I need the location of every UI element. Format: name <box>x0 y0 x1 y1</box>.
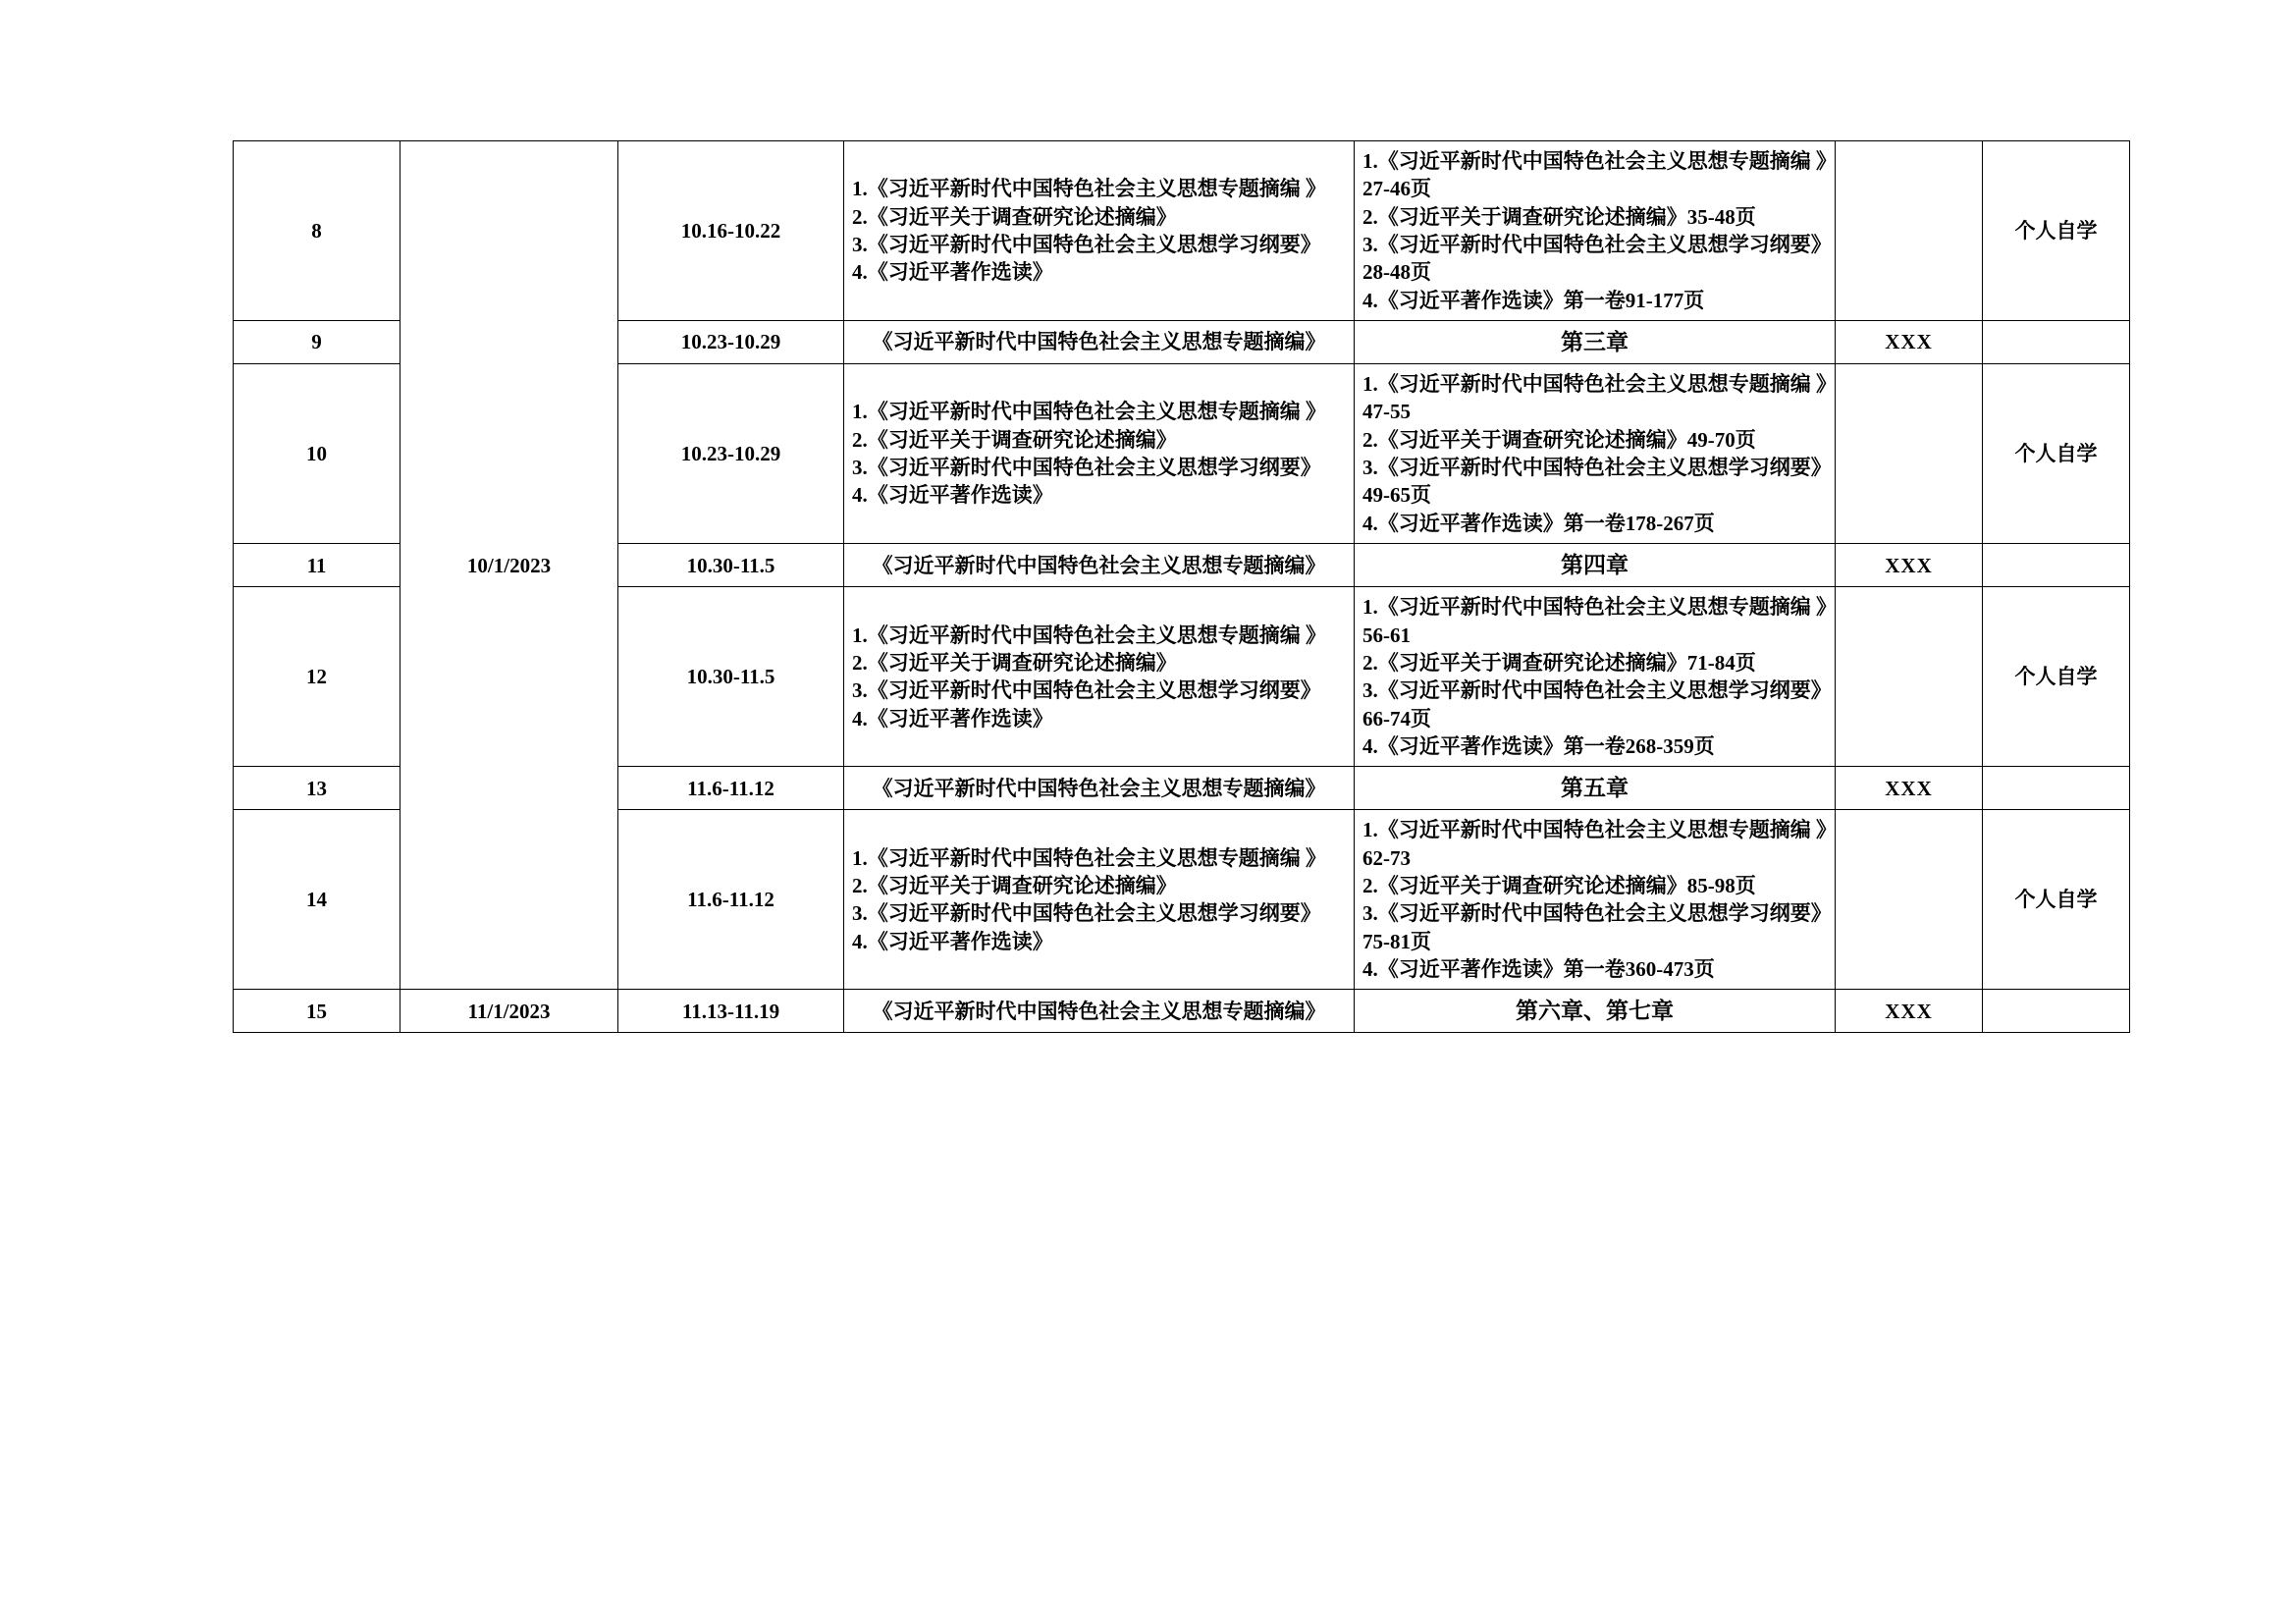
date-range-cell: 10.23-10.29 <box>618 364 844 544</box>
presenter-cell <box>1836 364 1983 544</box>
content-line: 4.《习近平著作选读》第一卷91-177页 <box>1362 288 1705 312</box>
topic-line: 3.《习近平新时代中国特色社会主义思想学习纲要》 <box>852 456 1321 480</box>
content-line: 2.《习近平关于调查研究论述摘编》35-48页 <box>1362 204 1756 229</box>
topic-line: 《习近平新时代中国特色社会主义思想专题摘编》 <box>872 999 1326 1023</box>
study-mode-cell <box>1983 544 2130 587</box>
topic-line: 2.《习近平关于调查研究论述摘编》 <box>852 427 1177 452</box>
presenter-cell: XXX <box>1836 321 1983 364</box>
presenter-cell: XXX <box>1836 767 1983 810</box>
study-mode-cell: 个人自学 <box>1983 810 2130 990</box>
topic-line: 4.《习近平著作选读》 <box>852 483 1053 508</box>
topic-line: 《习近平新时代中国特色社会主义思想专题摘编》 <box>872 330 1326 354</box>
content-line: 3.《习近平新时代中国特色社会主义思想学习纲要》49-65页 <box>1362 456 1822 508</box>
topic-cell <box>844 321 1355 364</box>
content-line: 1.《习近平新时代中国特色社会主义思想专题摘编 》56-61 <box>1362 595 1827 647</box>
content-cell <box>1355 587 1836 767</box>
content-cell <box>1355 544 1836 587</box>
topic-line: 3.《习近平新时代中国特色社会主义思想学习纲要》 <box>852 233 1321 257</box>
topic-line: 4.《习近平著作选读》 <box>852 706 1053 731</box>
date-range-cell: 10.30-11.5 <box>618 544 844 587</box>
date-range-cell: 10.30-11.5 <box>618 587 844 767</box>
topic-cell <box>844 141 1355 321</box>
row-number-cell: 12 <box>234 587 400 767</box>
date-range-cell: 10.16-10.22 <box>618 141 844 321</box>
row-number-cell: 8 <box>234 141 400 321</box>
content-line: 第三章 <box>1561 330 1629 355</box>
table-body <box>234 141 2130 1033</box>
content-cell <box>1355 321 1836 364</box>
topic-line: 2.《习近平关于调查研究论述摘编》 <box>852 874 1177 898</box>
topic-line: 1.《习近平新时代中国特色社会主义思想专题摘编 》 <box>852 845 1326 870</box>
content-line: 第五章 <box>1561 776 1629 801</box>
row-number-cell: 13 <box>234 767 400 810</box>
topic-line: 1.《习近平新时代中国特色社会主义思想专题摘编 》 <box>852 177 1326 201</box>
date-range-cell: 11.6-11.12 <box>618 810 844 990</box>
presenter-cell <box>1836 141 1983 321</box>
content-line: 1.《习近平新时代中国特色社会主义思想专题摘编 》47-55 <box>1362 372 1827 424</box>
topic-line: 3.《习近平新时代中国特色社会主义思想学习纲要》 <box>852 901 1321 926</box>
topic-cell <box>844 990 1355 1033</box>
content-line: 2.《习近平关于调查研究论述摘编》49-70页 <box>1362 427 1756 452</box>
content-line: 4.《习近平著作选读》第一卷178-267页 <box>1362 511 1715 535</box>
content-line: 4.《习近平著作选读》第一卷268-359页 <box>1362 733 1715 758</box>
study-mode-cell: 个人自学 <box>1983 141 2130 321</box>
presenter-cell: XXX <box>1836 990 1983 1033</box>
content-line: 1.《习近平新时代中国特色社会主义思想专题摘编 》62-73 <box>1362 818 1827 870</box>
table-row <box>234 990 2130 1033</box>
topic-cell <box>844 810 1355 990</box>
topic-line: 1.《习近平新时代中国特色社会主义思想专题摘编 》 <box>852 623 1326 647</box>
content-cell <box>1355 767 1836 810</box>
topic-line: 4.《习近平著作选读》 <box>852 929 1053 953</box>
month-cell: 11/1/2023 <box>400 990 618 1033</box>
content-line: 4.《习近平著作选读》第一卷360-473页 <box>1362 957 1715 982</box>
row-number-cell: 11 <box>234 544 400 587</box>
row-number-cell: 10 <box>234 364 400 544</box>
study-mode-cell: 个人自学 <box>1983 364 2130 544</box>
study-schedule-table <box>233 140 2130 1033</box>
topic-line: 2.《习近平关于调查研究论述摘编》 <box>852 204 1177 229</box>
topic-cell <box>844 544 1355 587</box>
study-mode-cell <box>1983 990 2130 1033</box>
date-range-cell: 11.6-11.12 <box>618 767 844 810</box>
presenter-cell <box>1836 810 1983 990</box>
topic-cell <box>844 587 1355 767</box>
topic-line: 2.《习近平关于调查研究论述摘编》 <box>852 650 1177 675</box>
presenter-cell <box>1836 587 1983 767</box>
topic-line: 3.《习近平新时代中国特色社会主义思想学习纲要》 <box>852 678 1321 703</box>
content-cell <box>1355 141 1836 321</box>
presenter-cell: XXX <box>1836 544 1983 587</box>
content-line: 2.《习近平关于调查研究论述摘编》71-84页 <box>1362 650 1756 675</box>
topic-line: 《习近平新时代中国特色社会主义思想专题摘编》 <box>872 553 1326 577</box>
date-range-cell: 11.13-11.19 <box>618 990 844 1033</box>
topic-cell <box>844 767 1355 810</box>
month-cell: 10/1/2023 <box>400 141 618 990</box>
content-line: 3.《习近平新时代中国特色社会主义思想学习纲要》75-81页 <box>1362 901 1822 953</box>
row-number-cell: 15 <box>234 990 400 1033</box>
content-line: 2.《习近平关于调查研究论述摘编》85-98页 <box>1362 874 1756 898</box>
date-range-cell: 10.23-10.29 <box>618 321 844 364</box>
content-line: 第四章 <box>1561 553 1629 578</box>
topic-line: 1.《习近平新时代中国特色社会主义思想专题摘编 》 <box>852 400 1326 424</box>
table-row <box>234 141 2130 321</box>
content-line: 3.《习近平新时代中国特色社会主义思想学习纲要》66-74页 <box>1362 678 1822 731</box>
study-mode-cell <box>1983 321 2130 364</box>
row-number-cell: 14 <box>234 810 400 990</box>
row-number-cell: 9 <box>234 321 400 364</box>
content-line: 第六章、第七章 <box>1516 999 1674 1024</box>
topic-line: 4.《习近平著作选读》 <box>852 260 1053 285</box>
content-line: 3.《习近平新时代中国特色社会主义思想学习纲要》28-48页 <box>1362 233 1822 285</box>
study-mode-cell <box>1983 767 2130 810</box>
content-cell <box>1355 364 1836 544</box>
content-line: 1.《习近平新时代中国特色社会主义思想专题摘编 》27-46页 <box>1362 149 1827 201</box>
content-cell <box>1355 990 1836 1033</box>
topic-cell <box>844 364 1355 544</box>
study-mode-cell: 个人自学 <box>1983 587 2130 767</box>
content-cell <box>1355 810 1836 990</box>
topic-line: 《习近平新时代中国特色社会主义思想专题摘编》 <box>872 776 1326 800</box>
